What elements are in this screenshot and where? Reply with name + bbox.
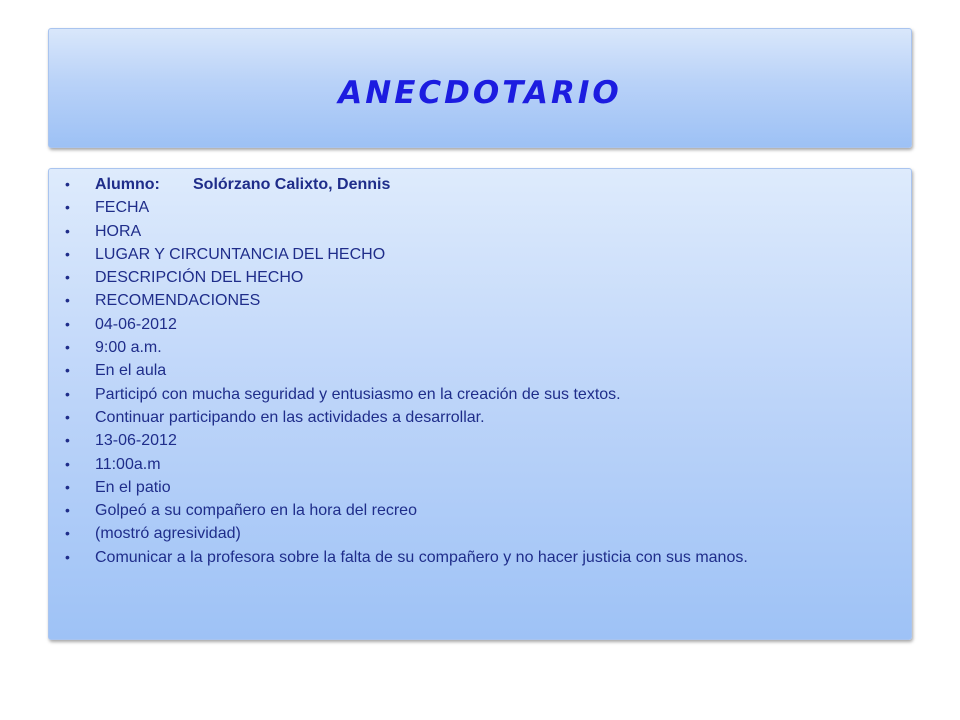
bullet-icon: • — [65, 385, 70, 402]
student-label: Alumno: — [95, 176, 160, 193]
list-item-text: FECHA — [95, 199, 150, 217]
bullet-icon: • — [65, 432, 70, 449]
content-box — [48, 168, 912, 640]
list-item-student — [65, 173, 895, 196]
bullet-icon: • — [65, 292, 70, 309]
list-item — [65, 429, 895, 452]
list-item-text: 9:00 a.m. — [95, 339, 162, 357]
list-item — [65, 243, 895, 266]
list-item — [65, 266, 895, 289]
list-item-text: Comunicar a la profesora sobre la falta de su compañero y no hacer justicia con sus manos. — [95, 548, 748, 566]
list-item — [65, 499, 895, 522]
list-item-text: 13-06-2012 — [95, 432, 177, 450]
bullet-icon: • — [65, 199, 70, 216]
bullet-icon: • — [65, 362, 70, 379]
bullet-icon: • — [65, 548, 70, 565]
bullet-icon: • — [65, 269, 70, 286]
list-item — [65, 220, 895, 243]
bullet-icon: • — [65, 245, 70, 262]
list-item-text: 04-06-2012 — [95, 315, 177, 333]
list-item-text: DESCRIPCIÓN DEL HECHO — [95, 269, 304, 287]
student-name: Solórzano Calixto, Dennis — [193, 176, 391, 193]
bullet-icon: • — [65, 315, 70, 332]
list-item — [65, 313, 895, 336]
bullet-list — [65, 173, 895, 569]
list-item — [65, 476, 895, 499]
list-item — [65, 196, 895, 219]
bullet-icon: • — [65, 222, 70, 239]
bullet-icon: • — [65, 455, 70, 472]
list-item-text: HORA — [95, 222, 142, 240]
list-item-text: (mostró agresividad) — [95, 525, 241, 543]
list-item-text: Continuar participando en las actividades a desarrollar. — [95, 408, 485, 426]
list-item-text: Golpeó a su compañero en la hora del recreo — [95, 502, 417, 520]
list-item — [65, 453, 895, 476]
list-item — [65, 336, 895, 359]
slide-title: anecdotario — [338, 62, 622, 114]
list-item-text: En el patio — [95, 478, 171, 496]
list-item-text: RECOMENDACIONES — [95, 292, 261, 310]
list-item-text: En el aula — [95, 362, 167, 380]
list-item — [65, 383, 895, 406]
bullet-icon: • — [65, 339, 70, 356]
list-item-text: LUGAR Y CIRCUNTANCIA DEL HECHO — [95, 245, 386, 263]
list-item — [65, 406, 895, 429]
list-item — [65, 289, 895, 312]
bullet-icon: • — [65, 525, 70, 542]
title-box — [48, 28, 912, 148]
list-item — [65, 522, 895, 545]
bullet-icon: • — [65, 408, 70, 425]
bullet-icon: • — [65, 176, 70, 192]
bullet-icon: • — [65, 478, 70, 495]
list-item — [65, 359, 895, 382]
list-item — [65, 546, 895, 569]
bullet-icon: • — [65, 502, 70, 519]
list-item-text: 11:00a.m — [95, 455, 161, 473]
list-item-text: Participó con mucha seguridad y entusiasmo en la creación de sus textos. — [95, 385, 621, 403]
